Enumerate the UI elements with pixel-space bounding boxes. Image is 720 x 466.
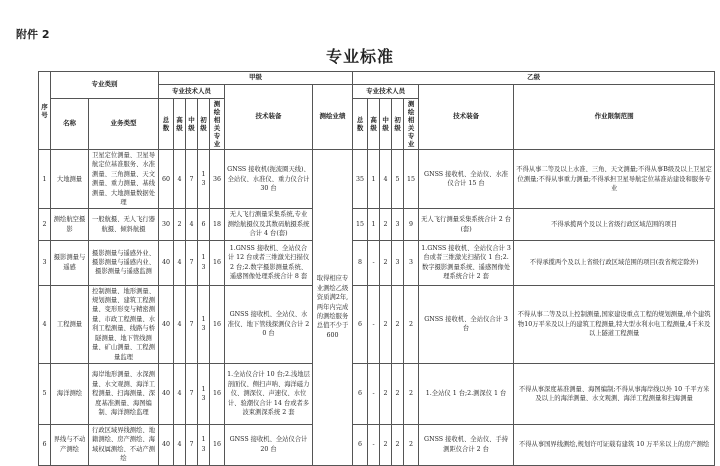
b-junior: 5 — [392, 150, 404, 209]
header-name: 名称 — [51, 99, 89, 150]
b-senior: 1 — [368, 150, 380, 209]
b-scope: 不得承揽两个及以上省级行政区域范围的项目(我省规定除外) — [514, 240, 715, 285]
b-senior: - — [368, 424, 380, 465]
row-name: 工程测量 — [51, 285, 89, 363]
b-scope: 不得从事国界线测绘,规划许可证载有建筑 10 万平米以上的房产测绘 — [514, 424, 715, 465]
b-scope: 不得承揽两个及以上省级行政区域范围的项目 — [514, 209, 715, 240]
a-total: 40 — [159, 363, 174, 424]
row-number: 2 — [39, 209, 51, 240]
row-business: 卫星定位测量、卫星导航定位基准服务、水准测量、三角测量、天文测量、重力测量、基线测量、大地测量数据处理 — [89, 150, 159, 209]
row-business: 控制测量、地形测量、规划测量、建筑工程测量、变形形变与精密测量、市政工程测量、水利工程测量、线路与桥隧测量、地下管线测量、矿山测量、工程测量监理 — [89, 285, 159, 363]
row-number: 4 — [39, 285, 51, 363]
row-number: 5 — [39, 363, 51, 424]
a-senior: 2 — [174, 209, 186, 240]
row-name: 大地测量 — [51, 150, 89, 209]
a-middle: 7 — [186, 240, 198, 285]
header-equipment-b: 技术装备 — [419, 85, 514, 150]
a-senior: 4 — [174, 424, 186, 465]
b-scope: 不得从事二等及以上控制测量,国家建设重点工程的规划测量,单个建筑物10万平米及以上的建筑工程测量,特大型水利水电工程测量,4千米及以上隧道工程测量 — [514, 285, 715, 363]
a-related: 36 — [210, 150, 225, 209]
a-middle: 7 — [186, 285, 198, 363]
row-business: 摄影测量与遥感外业、摄影测量与遥感内业、摄影测量与遥感监测 — [89, 240, 159, 285]
b-senior: - — [368, 240, 380, 285]
a-total: 40 — [159, 285, 174, 363]
header-senior-b: 高级 — [368, 99, 380, 150]
b-related: 9 — [404, 209, 419, 240]
b-senior: - — [368, 363, 380, 424]
table-row — [39, 363, 715, 424]
b-equipment: 无人飞行测量采集系统合计 2 台(套) — [419, 209, 514, 240]
a-junior: 6 — [198, 209, 210, 240]
a-equipment: GNSS 接收机、全站仪合计 20 台 — [225, 424, 313, 465]
b-middle: 2 — [380, 240, 392, 285]
b-total: 6 — [353, 363, 368, 424]
row-name: 海洋测绘 — [51, 363, 89, 424]
table-row — [39, 424, 715, 465]
a-junior: 13 — [198, 363, 210, 424]
row-name: 界线与不动产测绘 — [51, 424, 89, 465]
table-row — [39, 240, 715, 285]
a-senior: 4 — [174, 285, 186, 363]
row-number: 1 — [39, 150, 51, 209]
a-equipment: 1.全站仪合计 10 台;2.浅地层剖面仪、侧扫声呐、海洋磁力仪、测深仪、声速仪、水位计、验潮仪合计 14 台或者多波束测深系统 2 套 — [225, 363, 313, 424]
header-senior-a: 高级 — [174, 99, 186, 150]
b-junior: 2 — [392, 424, 404, 465]
table-row — [39, 209, 715, 240]
b-junior: 2 — [392, 363, 404, 424]
a-senior: 4 — [174, 150, 186, 209]
row-business: 一般航摄、无人飞行器航摄、倾斜航摄 — [89, 209, 159, 240]
b-middle: 2 — [380, 424, 392, 465]
a-total: 40 — [159, 424, 174, 465]
header-performance: 测绘业绩 — [313, 85, 353, 150]
a-equipment: 无人飞行测量采集系统,专业测绘航摄仪及其数码航摄系统合计 4 台(套) — [225, 209, 313, 240]
b-related: 3 — [404, 240, 419, 285]
b-related: 2 — [404, 285, 419, 363]
b-total: 6 — [353, 285, 368, 363]
b-junior: 3 — [392, 240, 404, 285]
header-category: 专业类别 — [51, 72, 159, 99]
b-equipment: 1.GNSS 接收机、全站仪合计 3 台或者三维激光扫描仪 1 台;2.数字摄影测量系统、遥感图像处理系统合计 2 套 — [419, 240, 514, 285]
header-scope: 作业限制范围 — [514, 85, 715, 150]
b-scope: 不得从事二等及以上水准、三角、天文测量;不得从事B级及以上卫星定位测量;不得从事重力测量;不得承担卫星导航定位基准站建设和服务专业 — [514, 150, 715, 209]
b-middle: 2 — [380, 209, 392, 240]
a-senior: 4 — [174, 363, 186, 424]
b-equipment: GNSS 接收机、全站仪、手持测距仪合计 2 台 — [419, 424, 514, 465]
b-equipment: 1.全站仪 1 台;2.测深仪 1 台 — [419, 363, 514, 424]
b-senior: - — [368, 285, 380, 363]
b-senior: 1 — [368, 209, 380, 240]
header-business: 业务类型 — [89, 99, 159, 150]
page-title: 专业标准 — [325, 47, 394, 66]
a-equipment: 1.GNSS 接收机、全站仪合计 12 台或者三维激光扫描仪 2 台;2.数字摄影测量系统、遥感图像处理系统合计 8 套 — [225, 240, 313, 285]
a-junior: 13 — [198, 240, 210, 285]
b-equipment: GNSS 接收机、全站仪合计 3 台 — [419, 285, 514, 363]
a-middle: 7 — [186, 424, 198, 465]
b-middle: 2 — [380, 285, 392, 363]
b-junior: 3 — [392, 209, 404, 240]
a-related: 18 — [210, 209, 225, 240]
b-junior: 2 — [392, 285, 404, 363]
b-related: 2 — [404, 363, 419, 424]
a-total: 60 — [159, 150, 174, 209]
a-total: 30 — [159, 209, 174, 240]
header-junior-b: 初级 — [392, 99, 404, 150]
table-row — [39, 150, 715, 209]
row-number: 6 — [39, 424, 51, 465]
a-related: 16 — [210, 424, 225, 465]
b-equipment: GNSS 接收机、全站仪、水准仪合计 15 台 — [419, 150, 514, 209]
attachment-label: 附件 2 — [16, 28, 50, 41]
b-total: 8 — [353, 240, 368, 285]
a-related: 16 — [210, 285, 225, 363]
b-total: 6 — [353, 424, 368, 465]
standards-table — [38, 71, 715, 466]
b-related: 15 — [404, 150, 419, 209]
a-junior: 13 — [198, 424, 210, 465]
a-related: 16 — [210, 240, 225, 285]
row-number: 3 — [39, 240, 51, 285]
header-middle-a: 中级 — [186, 99, 198, 150]
performance-note: 取得相应专业测绘乙级资质满2年,两年内完成的测绘服务总值不少于600 — [313, 150, 353, 466]
b-total: 15 — [353, 209, 368, 240]
a-junior: 13 — [198, 285, 210, 363]
b-related: 2 — [404, 424, 419, 465]
a-middle: 4 — [186, 209, 198, 240]
header-related-a: 测绘相关专业 — [210, 99, 225, 150]
b-total: 35 — [353, 150, 368, 209]
b-middle: 4 — [380, 150, 392, 209]
header-middle-b: 中级 — [380, 99, 392, 150]
header-staff-a: 专业技术人员 — [159, 85, 225, 99]
a-senior: 4 — [174, 240, 186, 285]
header-grade-b: 乙级 — [353, 72, 715, 85]
header-staff-b: 专业技术人员 — [353, 85, 419, 99]
a-equipment: GNSS 接收机(扼流圈天线)、全站仪、水准仪、重力仪合计 30 台 — [225, 150, 313, 209]
a-junior: 13 — [198, 150, 210, 209]
row-name: 摄影测量与遥感 — [51, 240, 89, 285]
a-middle: 7 — [186, 150, 198, 209]
b-scope: 不得从事深度基准测量、海图编制;不得从事海岸线以外 10 千平方米及以上的海洋测量、水文观测、海洋工程测量和扫海测量 — [514, 363, 715, 424]
row-name: 测绘航空摄影 — [51, 209, 89, 240]
table-row — [39, 285, 715, 363]
header-junior-a: 初级 — [198, 99, 210, 150]
row-business: 海岸地形测量、水深测量、水文观测、海洋工程测量、扫海测量、深度基准测量、海图编制、海洋测绘监理 — [89, 363, 159, 424]
a-related: 16 — [210, 363, 225, 424]
a-equipment: GNSS 接收机、全站仪、水准仪、地下管线探测仪合计 20 台 — [225, 285, 313, 363]
row-business: 行政区域界线测绘、地籍测绘、房产测绘、海域权属测绘、不动产测绘 — [89, 424, 159, 465]
a-total: 40 — [159, 240, 174, 285]
header-total-a: 总数 — [159, 99, 174, 150]
header-related-b: 测绘相关专业 — [404, 99, 419, 150]
a-middle: 7 — [186, 363, 198, 424]
header-seq: 序号 — [39, 72, 51, 150]
header-grade-a: 甲级 — [159, 72, 353, 85]
header-equipment-a: 技术装备 — [225, 85, 313, 150]
header-total-b: 总数 — [353, 99, 368, 150]
b-middle: 2 — [380, 363, 392, 424]
